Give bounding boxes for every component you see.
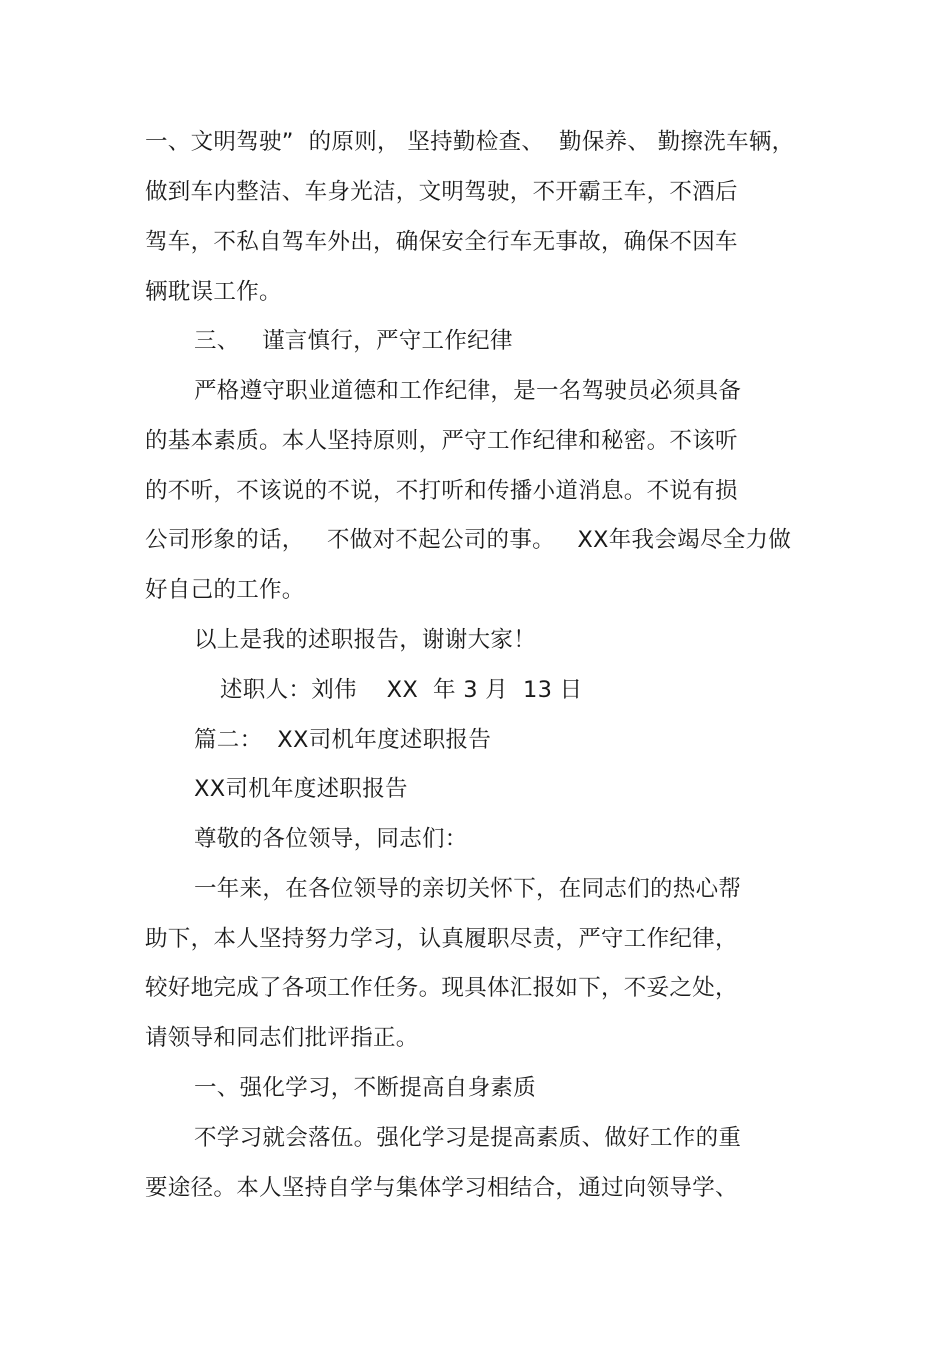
body-text-line: 严格遵守职业道德和工作纪律，是一名驾驶员必须具备 [194,378,742,404]
body-text-line: 助下，本人坚持努力学习，认真履职尽责，严守工作纪律， [145,926,738,952]
salutation: 尊敬的各位领导，同志们： [194,826,468,852]
report-title: XX司机年度述职报告 [194,776,408,802]
signature-line: 述职人：刘伟 XX 年 3 月 13 日 [220,677,583,703]
section-heading: 一、强化学习，不断提高自身素质 [194,1075,537,1101]
body-text-line: 的不听，不该说的不说，不打听和传播小道消息。不说有损 [145,478,738,504]
body-text-line: 要途径。本人坚持自学与集体学习相结合，通过向领导学、 [145,1175,738,1201]
body-text-line: 一、文明驾驶” 的原则， 坚持勤检查、 勤保养、 勤擦洗车辆， [145,129,795,155]
body-text-line: 做到车内整洁、车身光洁，文明驾驶，不开霸王车，不酒后 [145,179,738,205]
section-heading: 三、 谨言慎行，严守工作纪律 [194,328,513,354]
body-text-line: 的基本素质。本人坚持原则，严守工作纪律和秘密。不该听 [145,428,738,454]
body-text-line: 公司形象的话， 不做对不起公司的事。 XX年我会竭尽全力做 [145,527,792,553]
body-text-line: 请领导和同志们批评指正。 [145,1025,419,1051]
part-heading: 篇二： XX司机年度述职报告 [194,727,492,753]
body-text-line: 一年来，在各位领导的亲切关怀下，在同志们的热心帮 [194,876,742,902]
body-text-line: 较好地完成了各项工作任务。现具体汇报如下，不妥之处， [145,975,738,1001]
body-text-line: 辆耽误工作。 [145,279,282,305]
closing-remark: 以上是我的述职报告，谢谢大家！ [194,627,537,653]
body-text-line: 不学习就会落伍。强化学习是提高素质、做好工作的重 [194,1125,742,1151]
body-text-line: 好自己的工作。 [145,577,305,603]
body-text-line: 驾车，不私自驾车外出，确保安全行车无事故，确保不因车 [145,229,738,255]
